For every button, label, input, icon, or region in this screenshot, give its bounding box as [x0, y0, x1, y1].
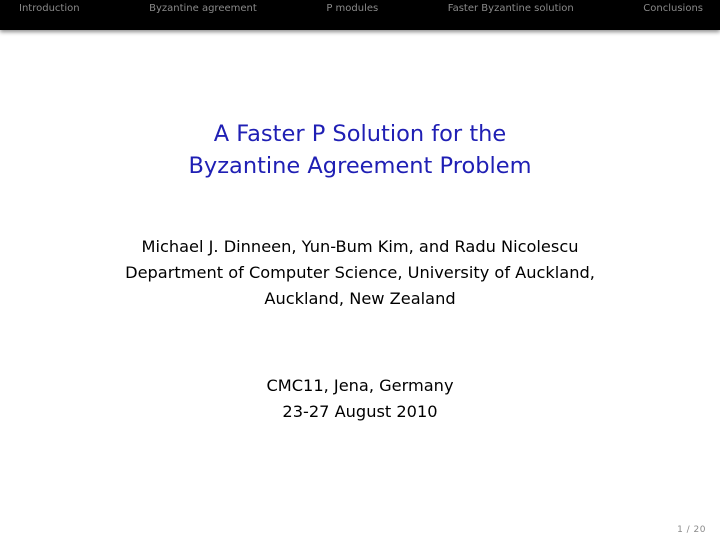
section-nav-bar	[0, 0, 720, 30]
author-block	[0, 234, 720, 312]
page-number: 1 / 20	[677, 525, 706, 535]
event-name: CMC11, Jena, Germany	[266, 376, 454, 395]
nav-item-faster-byzantine-solution[interactable]: Faster Byzantine solution	[447, 3, 574, 14]
slide-title-line-2: Byzantine Agreement Problem	[188, 153, 532, 179]
author-location: Auckland, New Zealand	[264, 289, 456, 308]
nav-item-byzantine-agreement[interactable]: Byzantine agreement	[149, 3, 257, 14]
slide-title-line-1: A Faster P Solution for the	[213, 121, 507, 147]
nav-item-conclusions[interactable]: Conclusions	[643, 3, 703, 14]
slide-title	[0, 118, 720, 182]
nav-item-introduction[interactable]: Introduction	[19, 3, 80, 14]
title-slide	[0, 30, 720, 541]
author-affiliation: Department of Computer Science, University of Auckland,	[125, 263, 595, 282]
event-date: 23-27 August 2010	[282, 402, 438, 421]
author-names: Michael J. Dinneen, Yun-Bum Kim, and Radu Nicolescu	[141, 237, 579, 256]
nav-item-p-modules[interactable]: P modules	[326, 3, 379, 14]
event-block	[0, 373, 720, 425]
